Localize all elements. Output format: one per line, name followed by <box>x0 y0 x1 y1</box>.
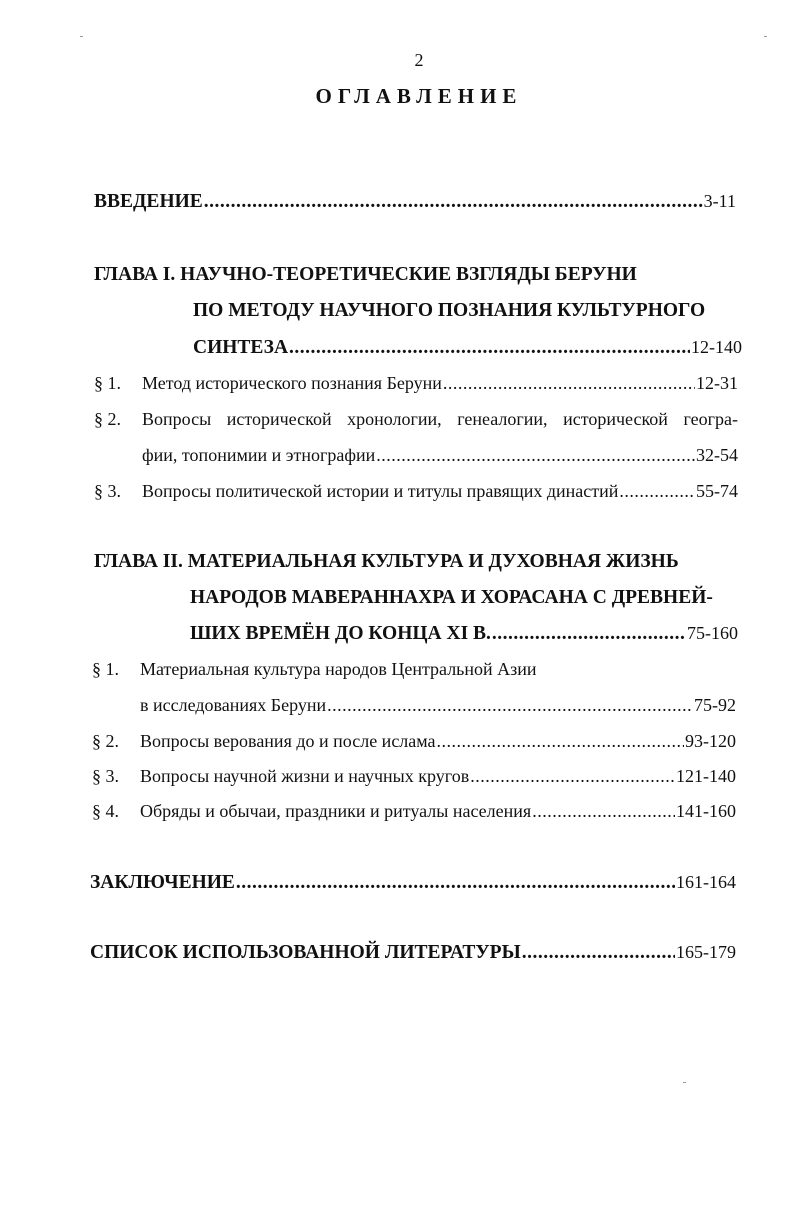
section-number: § 3. <box>94 481 121 501</box>
scan-speck <box>80 36 83 37</box>
toc-entry-pages: 165-179 <box>676 942 736 962</box>
chapter-2-heading-line-3 <box>190 624 738 644</box>
leader-dots <box>443 374 695 392</box>
toc-section-2-1-line-1: Материальная культура народов Центральной Азии <box>140 659 537 679</box>
chapter-2-heading-line-1: ГЛАВА II. МАТЕРИАЛЬНАЯ КУЛЬТУРА И ДУХОВНАЯ ЖИЗНЬ <box>94 551 679 572</box>
leader-dots <box>289 338 690 358</box>
leader-dots <box>532 802 675 820</box>
toc-entry-pages: 75-160 <box>687 623 738 643</box>
leader-dots <box>437 732 684 750</box>
section-title: Метод исторического познания Беруни <box>142 373 442 393</box>
leader-dots <box>619 482 695 500</box>
toc-entry-conclusion <box>90 873 736 893</box>
toc-entry-label: СПИСОК ИСПОЛЬЗОВАННОЙ ЛИТЕРАТУРЫ <box>90 942 521 963</box>
section-pages: 55-74 <box>696 481 738 501</box>
leader-dots <box>470 767 675 785</box>
toc-section-2-2 <box>140 732 736 750</box>
section-title: в исследованиях Беруни <box>140 695 327 715</box>
section-number: § 1. <box>94 373 121 393</box>
toc-section-1-1 <box>142 374 738 392</box>
chapter-1-heading-line-2: ПО МЕТОДУ НАУЧНОГО ПОЗНАНИЯ КУЛЬТУРНОГО <box>193 300 706 321</box>
section-title: фии, топонимии и этнографии <box>142 445 376 465</box>
toc-entry-label: ВВЕДЕНИЕ <box>94 191 203 212</box>
leader-dots <box>236 873 675 893</box>
section-title: Вопросы научной жизни и научных кругов <box>140 766 470 786</box>
toc-entry-label: СИНТЕЗА <box>193 337 289 358</box>
leader-dots <box>492 624 686 644</box>
leader-dots <box>376 446 695 464</box>
section-title: Вопросы политической истории и титулы правящих династий <box>142 481 619 501</box>
toc-entry-label: ШИХ ВРЕМЁН ДО КОНЦА XI В. <box>190 623 491 644</box>
toc-entry-introduction <box>94 192 736 212</box>
toc-section-2-4 <box>140 802 736 820</box>
toc-section-1-2-line-2 <box>142 446 738 464</box>
section-title: Обряды и обычаи, праздники и ритуалы населения <box>140 801 532 821</box>
toc-entry-pages: 3-11 <box>703 191 736 211</box>
section-number: § 2. <box>92 731 119 751</box>
section-title: Вопросы верования до и после ислама <box>140 731 436 751</box>
section-pages: 121-140 <box>676 766 736 786</box>
section-pages: 93-120 <box>685 731 736 751</box>
page-title: ОГЛАВЛЕНИЕ <box>315 84 523 108</box>
section-pages: 75-92 <box>694 695 736 715</box>
toc-section-1-3 <box>142 482 738 500</box>
toc-section-1-2-line-1: Вопросы исторической хронологии, генеалогии, исторической геогра- <box>142 409 738 429</box>
section-number: § 2. <box>94 409 121 429</box>
toc-entry-label: ЗАКЛЮЧЕНИЕ <box>90 872 235 893</box>
toc-section-2-1-line-2 <box>140 696 736 714</box>
toc-entry-pages: 161-164 <box>676 872 736 892</box>
section-pages: 141-160 <box>676 801 736 821</box>
toc-entry-bibliography <box>90 943 736 963</box>
leader-dots <box>522 943 675 963</box>
chapter-1-heading-line-3 <box>193 338 742 358</box>
leader-dots <box>327 696 693 714</box>
section-number: § 4. <box>92 801 119 821</box>
page-number: 2 <box>414 50 424 70</box>
section-pages: 12-31 <box>696 373 738 393</box>
section-number: § 3. <box>92 766 119 786</box>
chapter-1-heading-line-1: ГЛАВА I. НАУЧНО-ТЕОРЕТИЧЕСКИЕ ВЗГЛЯДЫ БЕРУНИ <box>94 264 637 285</box>
scan-speck <box>683 1082 686 1083</box>
section-pages: 32-54 <box>696 445 738 465</box>
leader-dots <box>204 192 703 212</box>
chapter-2-heading-line-2: НАРОДОВ МАВЕРАННАХРА И ХОРАСАНА С ДРЕВНЕЙ- <box>190 587 713 608</box>
toc-section-2-3 <box>140 767 736 785</box>
toc-entry-pages: 12-140 <box>691 337 742 357</box>
scan-speck <box>764 36 767 37</box>
section-number: § 1. <box>92 659 119 679</box>
